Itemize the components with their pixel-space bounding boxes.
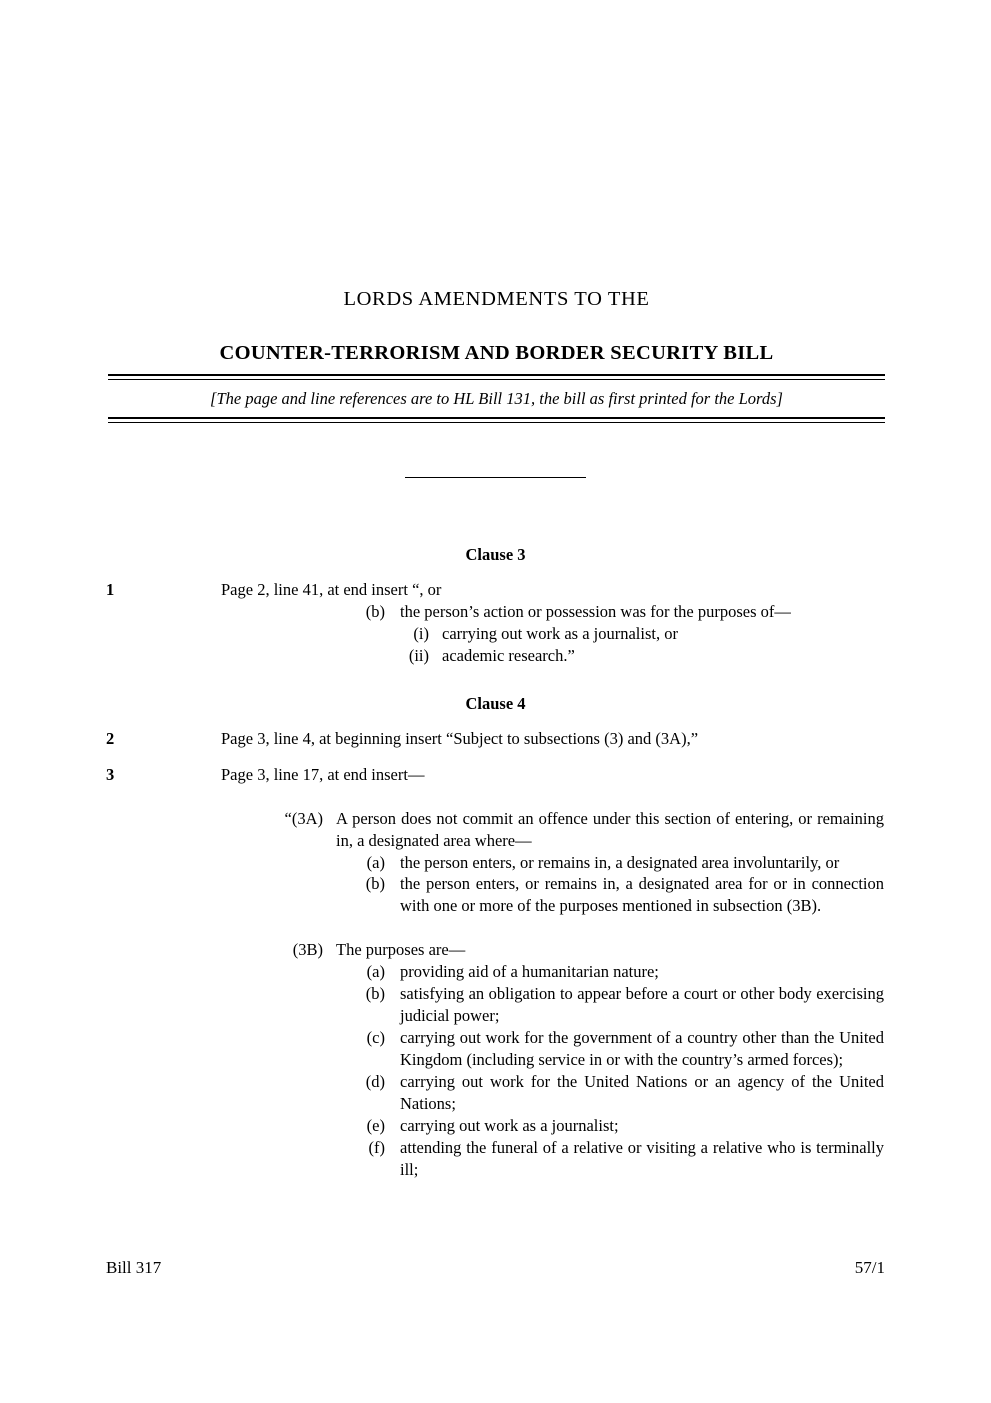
list-item bbox=[357, 983, 884, 1027]
amendment-2 bbox=[0, 728, 991, 750]
amendment-lead-text: Page 2, line 41, at end insert “, or bbox=[221, 580, 442, 599]
list-item-label: (a) bbox=[366, 962, 385, 982]
list-item bbox=[401, 645, 884, 667]
amendment-number: 2 bbox=[106, 728, 115, 748]
list-item bbox=[357, 1027, 884, 1071]
subsection-heading bbox=[270, 939, 884, 961]
list-item-text: the person enters, or remains in, a designated area involuntarily, or bbox=[400, 852, 840, 872]
amendment-lead-text: Page 3, line 17, at end insert— bbox=[221, 764, 425, 784]
list-item-text: academic research.” bbox=[442, 645, 575, 665]
bill-number: Bill 317 bbox=[106, 1258, 162, 1277]
list-item-label: (i) bbox=[413, 623, 429, 643]
list-item bbox=[357, 1137, 884, 1181]
page-title-line-2: COUNTER-TERRORISM AND BORDER SECURITY BILL bbox=[219, 341, 774, 364]
list-item bbox=[357, 601, 884, 623]
subsection-text: The purposes are— bbox=[336, 940, 466, 960]
subsection-heading bbox=[270, 808, 884, 852]
list-item bbox=[357, 852, 884, 874]
list-item-label: (a) bbox=[366, 852, 385, 872]
list-item-label: (b) bbox=[365, 601, 385, 621]
amendments-content bbox=[0, 535, 991, 1181]
list-item-label: (d) bbox=[365, 1071, 385, 1091]
list-item-label: (b) bbox=[365, 984, 385, 1004]
page-number: 57/1 bbox=[854, 1258, 885, 1277]
list-item-text: providing aid of a humanitarian nature; bbox=[400, 962, 659, 982]
list-item-text: satisfying an obligation to appear before a court or other body exercising judicial power; bbox=[400, 984, 884, 1026]
document-title-block bbox=[108, 288, 885, 365]
list-item-text: carrying out work as a journalist, or bbox=[442, 623, 678, 643]
list-item-text: the person’s action or possession was for the purposes of— bbox=[400, 601, 791, 621]
list-item-label: (b) bbox=[365, 874, 385, 894]
section-divider bbox=[405, 477, 586, 478]
list-item bbox=[357, 1115, 884, 1137]
list-item-label: (e) bbox=[366, 1115, 385, 1135]
clause-heading-4: Clause 4 bbox=[465, 693, 526, 713]
list-item-label: (ii) bbox=[408, 645, 429, 665]
amendment-number: 1 bbox=[106, 580, 115, 599]
list-item-text: carrying out work as a journalist; bbox=[400, 1115, 619, 1135]
reference-note: [The page and line references are to HL Bill 131, the bill as first printed for the Lords] bbox=[210, 388, 783, 408]
list-item-text: attending the funeral of a relative or visiting a relative who is terminally ill; bbox=[400, 1137, 884, 1179]
amendment-3 bbox=[0, 764, 991, 1181]
amendment-number: 3 bbox=[106, 764, 115, 784]
list-item-text: the person enters, or remains in, a designated area for or in connection with one or more of the purposes mentioned in subsection (3B). bbox=[400, 874, 884, 916]
reference-note-block bbox=[108, 374, 885, 423]
page-title-line-1: LORDS AMENDMENTS TO THE bbox=[343, 288, 650, 310]
list-item bbox=[357, 1071, 884, 1115]
list-item-label: (c) bbox=[366, 1028, 385, 1048]
amendment-1 bbox=[0, 579, 991, 667]
subsection-label: “(3A) bbox=[284, 808, 323, 828]
subsection-3a bbox=[221, 808, 884, 918]
subsection-3b bbox=[221, 939, 884, 1180]
amendment-lead-text: Page 3, line 4, at beginning insert “Subject to subsections (3) and (3A),” bbox=[221, 728, 699, 748]
rule-bottom bbox=[108, 417, 885, 423]
list-item-label: (f) bbox=[368, 1137, 385, 1157]
list-item bbox=[357, 873, 884, 917]
list-item bbox=[401, 623, 884, 645]
list-item bbox=[357, 961, 884, 983]
subsection-text: A person does not commit an offence under this section of entering, or remaining in, a designated area where— bbox=[336, 808, 884, 850]
page-footer bbox=[106, 1258, 885, 1278]
list-item-text: carrying out work for the government of a country other than the United Kingdom (including service in or with the country’s armed forces); bbox=[400, 1028, 884, 1069]
list-item-text: carrying out work for the United Nations or an agency of the United Nations; bbox=[400, 1071, 884, 1113]
subsection-label: (3B) bbox=[292, 940, 323, 960]
clause-heading-3: Clause 3 bbox=[465, 545, 526, 564]
